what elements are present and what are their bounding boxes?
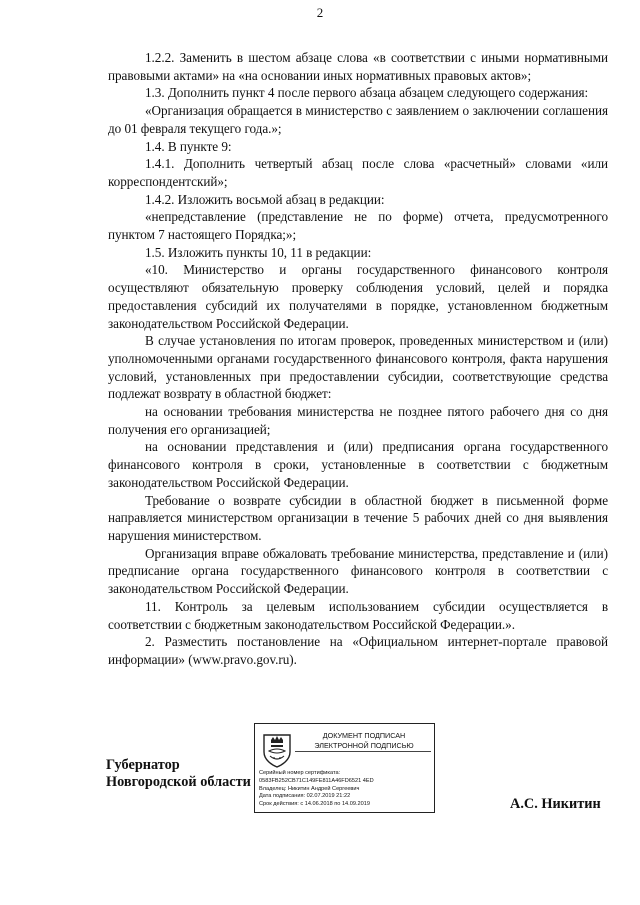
signatory-position-line2: Новгородской области [106,774,251,790]
paragraph: 1.3. Дополнить пункт 4 после первого абзаца абзацем следующего содержания: [145,85,589,101]
stamp-title-line2: ЭЛЕКТРОННОЙ ПОДПИСЬЮ [314,740,414,750]
stamp-details [259,770,434,809]
paragraph: 1.4.1. Дополнить четвертый абзац после слова «расчетный» словами «или корреспондентский»; [108,156,608,189]
paragraph: Организация вправе обжаловать требование министерства, представление и (или) предписание органа государственного финансового контроля в соответствии с законодательством Российской Федерации. [108,545,608,597]
paragraph: на основании требования министерства не позднее пятого рабочего дня со дня получения его организацией; [108,404,608,437]
paragraph: 2. Разместить постановление на «Официальном интернет-портале правовой информации» (www.pravo.gov.ru). [108,634,608,667]
paragraph: «Организация обращается в министерство с заявлением о заключении соглашения до 01 февраля текущего года.»; [108,103,608,136]
stamp-signed-date: Дата подписания: 02.07.2019 21:22 [259,793,351,800]
page-number: 2 [316,5,324,20]
stamp-validity: Срок действия: с 14.06.2018 по 14.09.2019 [259,801,370,808]
signatory-position [106,757,251,791]
paragraph: 1.2.2. Заменить в шестом абзаце слова «в соответствии с иными нормативными правовыми актами» на «на основании иных нормативных правовых актов»; [108,50,608,83]
stamp-title-line1: ДОКУМЕНТ ПОДПИСАН [322,731,406,740]
paragraph: «10. Министерство и органы государственного финансового контроля осуществляют обязательную проверку соблюдения условий, целей и порядка предоставления субсидий их получателями в порядке, установленном бюджетным законодательством Российской Федерации. [108,262,608,331]
stamp-serial-label: Серийный номер сертификата: [259,770,341,776]
paragraph: 1.5. Изложить пункты 10, 11 в редакции: [145,244,372,260]
paragraph: В случае установления по итогам проверок, проведенных министерством и (или) уполномоченными органами государственного финансового контроля, факта нарушения условий, установленных при предоставлении субсидии, соответствующие средства подлежат возврату в областной бюджет: [108,333,608,402]
document-body [108,49,608,669]
stamp-divider [295,751,431,752]
paragraph: 11. Контроль за целевым использованием субсидии осуществляется в соответствии с бюджетным законодательством Российской Федерации.». [108,598,608,632]
paragraph: 1.4.2. Изложить восьмой абзац в редакции: [145,191,385,207]
coat-of-arms-icon [260,732,294,768]
signatory-name: А.С. Никитин [510,796,601,812]
paragraph: Требование о возврате субсидии в областной бюджет в письменной форме направляется министерством организации в течение 5 рабочих дней со дня выявления нарушения министерством. [108,492,608,543]
signatory-position-line1: Губернатор [106,757,180,773]
paragraph: «непредставление (представление не по форме) отчета, предусмотренного пунктом 7 настоящего Порядка;»; [108,209,608,243]
stamp-title [295,731,433,750]
stamp-serial-value: 0583FB252CB71C149FE811A46FD6521 4ED [259,777,374,784]
paragraph: 1.4. В пункте 9: [145,138,232,154]
stamp-owner: Владелец: Никитин Андрей Сергеевич [259,785,360,792]
paragraph: на основании представления и (или) предписания органа государственного финансового контроля в сроки, установленные в соответствии с бюджетным законодательством Российской Федерации. [108,439,608,490]
electronic-signature-stamp [254,723,435,813]
